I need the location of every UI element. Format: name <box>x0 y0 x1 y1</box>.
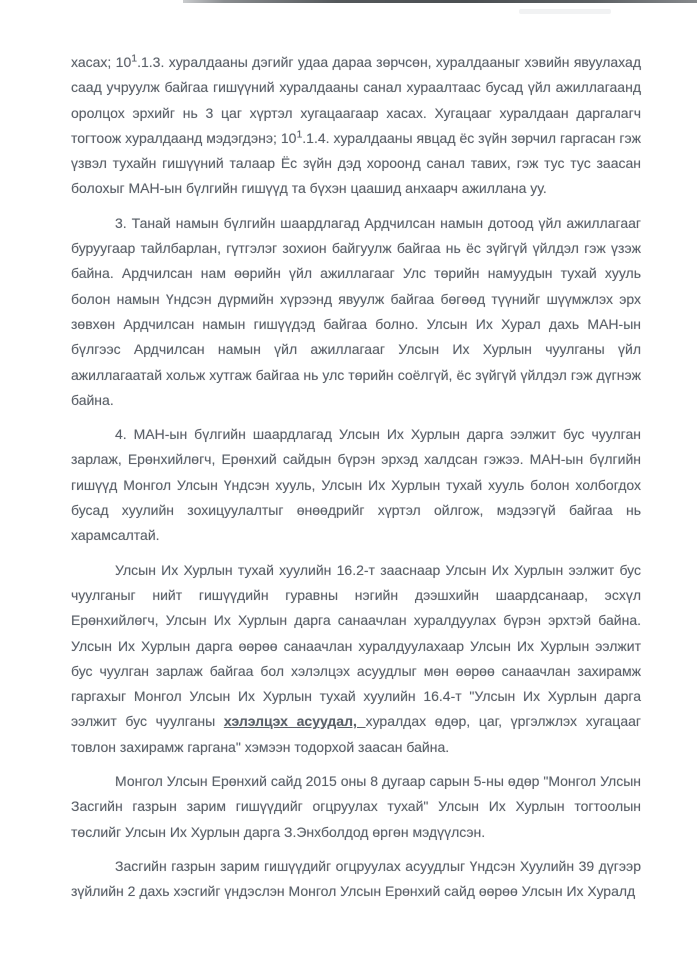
text-segment: хуралдах өдөр, цаг, үргэлжлэх хугацааг товлон захирамж гаргана" хэмээн тодорхой заасан байна. <box>71 713 642 755</box>
paragraph-item-4: 4. МАН-ын бүлгийн шаардлагад Улсын Их Хурлын дарга ээлжит бус чуулган зарлаж, Ерөнхийлөгч, Ерөнхий сайдын бүрэн эрхэд халдсан гэжээ. МАН-ын бүлгийн гишүүд Монгол Улсын Үндсэн хууль, Улсын Их Хурлын тухай хууль болон холбогдох бусад хуулийн зохицуулалтыг өнөөдрийг хүртэл ойлгож, мэдээгүй байгаа нь харамсалтай. <box>71 426 641 544</box>
text-segment: Улсын Их Хурлын тухай хуулийн 16.2-т зааснаар Улсын Их Хурлын ээлжит бус чуулганыг нийт гишүүдийн гуравны нэгийн дээшхийн шаардсанаар, эсхүл Ерөнхийлөгч, Улсын Их Хурлын дарга санаачлан хуралдуулах бүрэн эрхтэй байна. Улсын Их Хурлын дарга өөрөө санаачлан хуралдуулахаар Улсын Их Хурлын ээлжит бус чуулган зарлаж байгаа бол хэлэлцэх асуудлыг мөн өөрөө санаачлан захирамж гаргахыг Монгол Улсын Их Хурлын тухай хуулийн 16.4-т "Улсын Их Хурлын дарга ээлжит бус чуулганы <box>71 561 641 730</box>
document-text-block <box>71 50 641 914</box>
paragraph-constitution-39: Засгийн газрын зарим гишүүдийг огцруулах асуудлыг Үндсэн Хуулийн 39 дүгээр зүйлийн 2 дахь хэсгийг үндэслэн Монгол Улсын Ерөнхий сайд өөрөө Улсын Их Хуралд <box>71 857 641 900</box>
text-segment: .1.4. хуралдааны явцад ёс зүйн зөрчил гаргасан гэж үзвэл тухайн гишүүний талаар Ёс зүйн дэд хороонд санал тавих, гэж тус тус заасан болохыг МАН-ын бүлгийн гишүүд та бүхэн цаашид анхаарч ажиллана уу. <box>71 129 641 197</box>
text-segment: хасах; 10 <box>71 54 132 70</box>
superscript-one: 1 <box>296 128 303 141</box>
paragraph-item-3: 3. Танай намын бүлгийн шаардлагад Ардчилсан намын дотоод үйл ажиллагааг буруугаар тайлбарлан, гүтгэлэг зохион байгуулж байгаа нь ёс зүйгүй үйлдэл гэж үзэж байна. Ардчилсан нам өөрийн үйл ажиллагааг Улс төрийн намуудын тухай хууль болон намын Үндсэн дүрмийн хүрээнд явуулж байгаа бөгөөд түүнийг шүүмжлэх эрх зөвхөн Ардчилсан намын гишүүдэд байгаа болно. Улсын Их Хурал дахь МАН-ын бүлгээс Ардчилсан намын үйл ажиллагааг Улсын Их Хурлын чуулганы үйл ажиллагаатай хольж хутгаж байгаа нь улс төрийн соёлгүй, ёс зүйгүй үйлдэл гэж дүгнэж байна. <box>71 214 641 408</box>
superscript-one: 1 <box>131 52 138 65</box>
scan-artifact-smudge <box>519 9 611 14</box>
paragraph-pm-proposal: Монгол Улсын Ерөнхий сайд 2015 оны 8 дугаар сарын 5-ны өдөр "Монгол Улсын Засгийн газрын зарим гишүүдийг огцруулах тухай" Улсын Их Хурлын тогтоолын төслийг Улсын Их Хурлын дарга З.Энхболдод өргөн мэдүүлсэн. <box>71 773 641 840</box>
paragraph-rule-continuation <box>71 50 641 202</box>
text-segment: .1.3. хуралдааны дэгийг удаа дараа зөрчсөн, хуралдааныг хэвийн явуулахад саад учруулж байгаа гишүүний хуралдааны санал хураалтаас бусад үйл ажиллагаанд оролцох эрхийг нь 3 цаг хүртэл хугацаагаар хасах. Хугацааг хуралдаан даргалагч тогтоож хуралдаанд мэдэгдэнэ; 10 <box>71 54 641 146</box>
scan-artifact-top-edge <box>183 0 697 3</box>
paragraph-law-16-2 <box>71 558 641 760</box>
emphasized-phrase: хэлэлцэх асуудал, <box>223 713 366 730</box>
